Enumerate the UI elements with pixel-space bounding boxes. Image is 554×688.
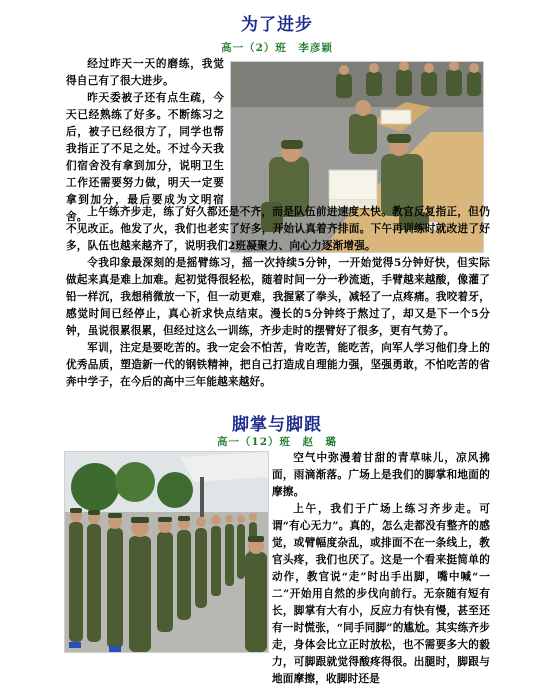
article2-byline: 高一（12）班 赵 璐 bbox=[216, 436, 338, 448]
article1-byline: 高一（2）班 李彦颖 bbox=[221, 42, 333, 54]
article2-title: 脚掌与脚跟 bbox=[232, 415, 322, 435]
article2-paragraph-1: 空气中弥漫着甘甜的青草味儿，凉风拂面，雨滴渐落。广场上是我们的脚掌和地面的摩擦。 bbox=[272, 452, 490, 498]
marching-formation-illustration bbox=[65, 452, 268, 652]
article1-paragraph-3: 上午练齐步走，练了好久都还是不齐，而是队伍前进速度太快。教官反复指正，但仍不见改正。他发了火，我们也老实了好多，开始认真着齐排面。下午再训练时就改进了好多，队伍也越来越齐了，说明我们2班凝聚力、向心力逐渐增强。 bbox=[66, 206, 490, 252]
article1-paragraph-1: 经过昨天一天的磨练，我觉得自己有了很大进步。 bbox=[66, 58, 224, 87]
article2-column bbox=[272, 450, 490, 688]
article1-paragraph-5: 军训，注定是要吃苦的。我一定会不怕苦，肯吃苦，能吃苦，向军人学习他们身上的优秀品质，塑造新一代的钢铁精神，把自己打造成自理能力强，坚强勇敢，不怕吃苦的省奔中学子，在今后的高中三年能越来越好。 bbox=[66, 342, 490, 388]
article2-paragraph-2: 上午，我们于广场上练习齐步走。可谓“有心无力”。真的，怎么走都没有整齐的感觉，或臂幅度杂乱，或排面不在一条线上，教官头疼，我们也厌了。这是一个看来挺简单的动作，教官说“走”时出手出脚，嘴中喊“一二”开始用自然的步伐向前行。无奈随有短有长，脚掌有大有小，反应力有快有慢，甚至还有一时慌张，“同手同脚”的尴尬。其实练齐步走，身体会比立正时放松，也不需要多大的毅力，可脚跟就觉得酸疼得很。出腿时，脚跟与地面摩擦，收脚时还是 bbox=[272, 503, 490, 685]
article1-column-wide bbox=[66, 204, 490, 391]
marching-formation-photo bbox=[64, 451, 269, 653]
article1-paragraph-2: 昨天委被子还有点生疏，今天已经熟练了好多。不断练习之后，被子已经很方了，同学也帮我指正了不足之处。不过今天我们宿舍没有拿到加分，说明卫生工作还需要努力做，明天一定要拿到加分，最后要成为文明宿舍。 bbox=[66, 92, 224, 223]
article1-title: 为了进步 bbox=[241, 15, 313, 35]
article1-paragraph-4: 令我印象最深刻的是摇臂练习，摇一次持续5分钟，一开始觉得5分钟好快，但实际做起来真是难上加难。起初觉得很轻松，随着时间一分一秒流逝，手臂越来越酸，像灌了铅一样沉，我想稍微放一下，但一动更难，我握紧了拳头，减轻了一点疼痛。我咬着牙，感觉时间已经停止，真心祈求快点结束。漫长的5分钟终于熬过了，却又是下一个5分钟，虽说很累很累，但经过这么一训练，齐步走时的摆臂好了很多，更有气势了。 bbox=[66, 257, 490, 337]
article1-column-narrow bbox=[66, 56, 224, 226]
